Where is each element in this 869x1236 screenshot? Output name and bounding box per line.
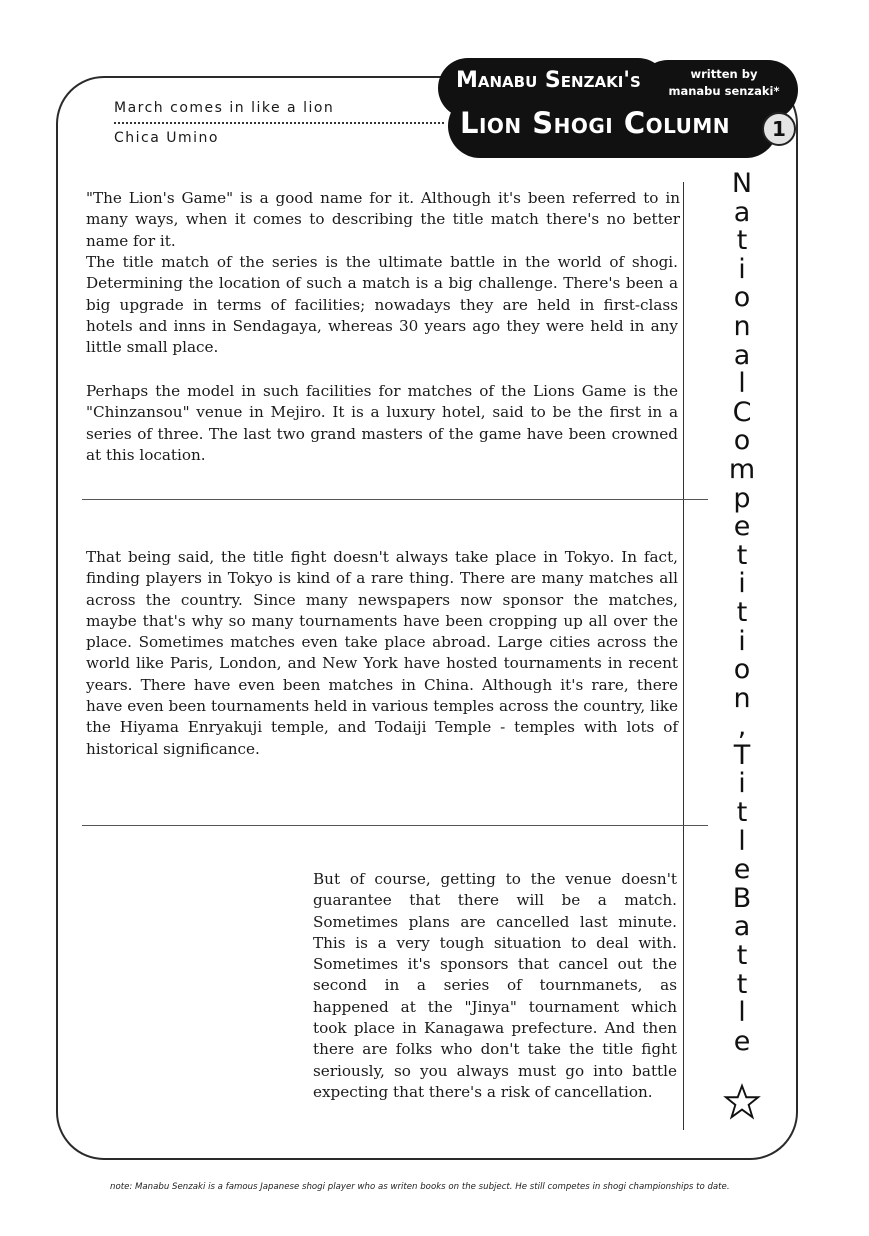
column-author: Manabu Senzaki's: [456, 68, 641, 93]
vertical-title-letter: i: [738, 625, 746, 657]
section-divider: [82, 499, 708, 500]
paragraph: But of course, getting to the venue doesn't guarantee that there will be a match. Sometimes plans are cancelled last minute. This is a very tough situation to deal with. Sometimes it's sponsors that cancel out the second in a series of tournmanets, as happened at the "Jinya" tournament which took place in Kanagawa prefecture. And then there are folks who don't take the title fight seriously, so you always must go into battle expecting that there's a risk of cancellation.: [313, 870, 677, 1101]
column-title: Lion Shogi Column: [460, 106, 731, 140]
vertical-title-letter: t: [736, 940, 748, 972]
issue-number-badge: 1: [762, 112, 796, 146]
vertical-title-letter: l: [738, 997, 746, 1029]
vertical-title-letter: e: [733, 854, 751, 886]
vertical-title-letter: a: [733, 339, 751, 371]
footnote: note: Manabu Senzaki is a famous Japanese shogi player who as writen books on the subject. He still competes in shogi championships to date.: [110, 1182, 730, 1192]
vertical-title-letter: e: [733, 511, 751, 543]
vertical-title-letter: i: [738, 253, 746, 285]
paragraph: "The Lion's Game" is a good name for it. Although it's been referred to in many ways, when it comes to describing the title match there's no better name for it.: [86, 189, 680, 250]
vertical-title-letter: ,: [737, 711, 747, 743]
manga-author: Chica Umino: [114, 130, 219, 146]
written-by-name: manabu senzaki*: [668, 84, 780, 98]
vertical-title-letter: t: [736, 596, 748, 628]
vertical-title-letter: i: [738, 768, 746, 800]
vertical-title-letter: m: [728, 453, 756, 485]
vertical-title-letter: t: [736, 539, 748, 571]
manga-title: March comes in like a lion: [114, 94, 444, 124]
vertical-title-letter: t: [736, 797, 748, 829]
vertical-title-letter: t: [736, 968, 748, 1000]
vertical-title-letter: o: [733, 425, 751, 457]
written-by-label: written by: [690, 67, 758, 81]
vertical-title-letter: C: [732, 396, 752, 428]
column-divider: [683, 182, 684, 1130]
manga-credit: [114, 94, 444, 152]
vertical-title-letter: a: [733, 196, 751, 228]
vertical-title-letter: B: [732, 882, 752, 914]
vertical-title-letter: e: [733, 1025, 751, 1057]
paragraph: That being said, the title fight doesn't always take place in Tokyo. In fact, finding players in Tokyo is kind of a rare thing. There are many matches all across the country. Since many newspapers now sponsor the matches, maybe that's why so many tournaments have been cropping up all over the place. Sometimes matches even take place abroad. Large cities across the world like Paris, London, and New York have hosted tournaments in recent years. There have even been matches in China. Although it's rare, there have even been tournaments held in various temples across the country, like the Hiyama Enryakuji temple, and Todaiji Temple - temples with lots of historical significance.: [86, 548, 678, 758]
vertical-title-letter: i: [738, 568, 746, 600]
star-outline-icon: [723, 1083, 761, 1121]
vertical-title-letter: n: [733, 682, 751, 714]
vertical-title-letter: N: [731, 168, 753, 199]
section-divider: [82, 825, 708, 826]
vertical-title-letter: l: [738, 825, 746, 857]
vertical-title-letter: o: [733, 282, 751, 314]
paragraph: The title match of the series is the ultimate battle in the world of shogi. Determining the location of such a match is a big challenge. There's been a big upgrade in terms of facilities; nowadays they are held in first-class hotels and inns in Sendagaya, whereas 30 years ago they were held in any little small place.: [86, 253, 678, 357]
column-banner: [438, 58, 800, 158]
vertical-title: [718, 170, 766, 1056]
paragraph: Perhaps the model in such facilities for matches of the Lions Game is the "Chinzansou" venue in Mejiro. It is a luxury hotel, said to be the first in a series of three. The last two grand masters of the game have been crowned at this location.: [86, 382, 678, 464]
written-by: [664, 66, 784, 100]
vertical-title-letter: l: [738, 368, 746, 400]
vertical-title-letter: t: [736, 225, 748, 257]
vertical-title-letter: T: [733, 739, 751, 771]
vertical-title-letter: n: [733, 310, 751, 342]
vertical-title-letter: p: [733, 482, 751, 514]
vertical-title-letter: a: [733, 911, 751, 943]
vertical-title-letter: o: [733, 654, 751, 686]
